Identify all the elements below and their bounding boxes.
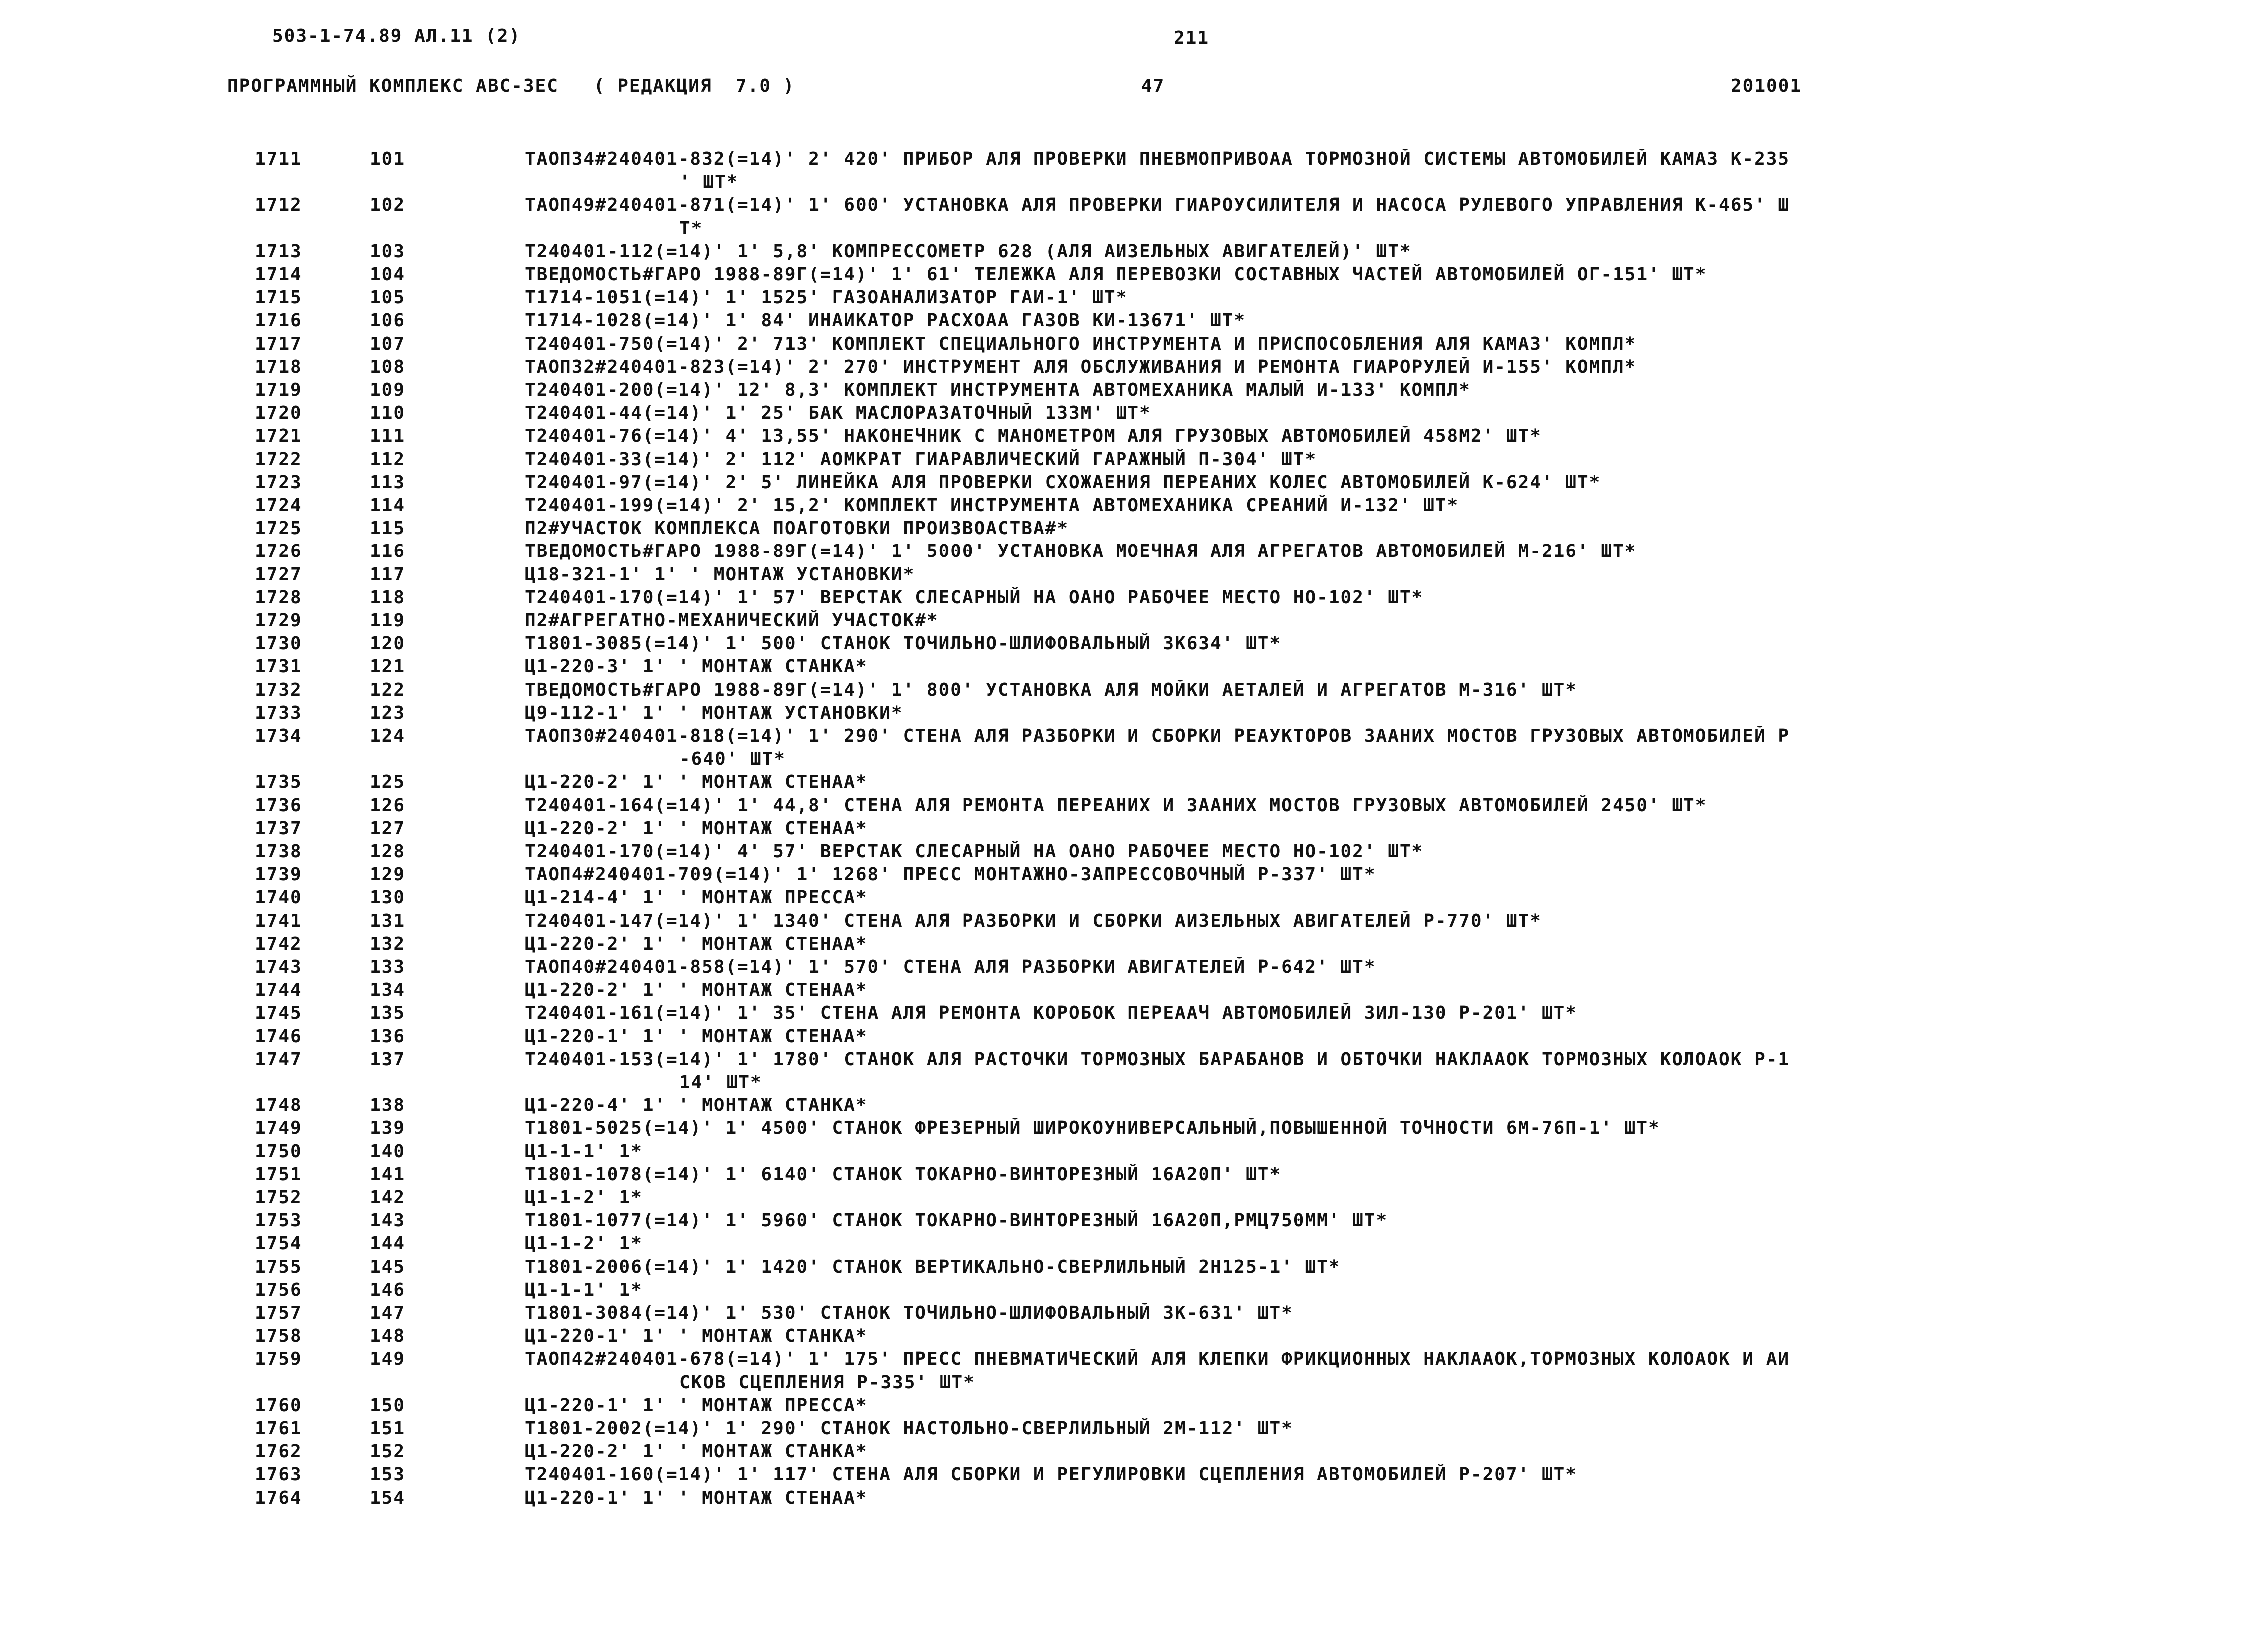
item-text: ТАОП4#240401-709(=14)' 1' 1268' ПРЕСС МОНТАЖНО-ЗАПРЕССОВОЧНЫЙ Р-337' ШТ* (525, 864, 1376, 885)
line-number: 1750 (255, 1141, 302, 1162)
line-number: 1760 (255, 1395, 302, 1416)
line-number: 1749 (255, 1118, 302, 1138)
line-number: 1747 (255, 1049, 302, 1070)
table-row (0, 472, 2242, 495)
line-number: 1718 (255, 357, 302, 377)
item-number: 133 (370, 957, 406, 977)
line-number: 1762 (255, 1441, 302, 1462)
item-text: Т1801-1078(=14)' 1' 6140' СТАНОК ТОКАРНО-ВИНТОРЕЗНЫЙ 16А20П' ШТ* (525, 1164, 1282, 1185)
item-number: 152 (370, 1441, 406, 1462)
item-number: 131 (370, 911, 406, 931)
item-number: 136 (370, 1026, 406, 1047)
table-row (0, 911, 2242, 934)
item-text: ТВЕДОМОСТЬ#ГАРО 1988-89Г(=14)' 1' 61' ТЕЛЕЖКА АЛЯ ПЕРЕВОЗКИ СОСТАВНЫХ ЧАСТЕЙ АВТОМОБИЛЕЙ ОГ-151' ШТ* (525, 264, 1707, 285)
item-number: 138 (370, 1095, 406, 1115)
item-number: 122 (370, 680, 406, 700)
table-row (0, 818, 2242, 841)
item-number: 147 (370, 1303, 406, 1323)
table-row (0, 1049, 2242, 1072)
item-text: П2#УЧАСТОК КОМПЛЕКСА ПОАГОТОВКИ ПРОИЗВОАСТВА#* (525, 518, 1069, 539)
table-row (0, 1141, 2242, 1164)
line-number: 1748 (255, 1095, 302, 1115)
item-number: 116 (370, 541, 406, 561)
line-number: 1757 (255, 1303, 302, 1323)
table-row (0, 633, 2242, 656)
item-text: Ц1-1-1' 1* (525, 1280, 643, 1300)
table-row (0, 518, 2242, 541)
item-number: 103 (370, 241, 406, 262)
item-text: Ц1-220-2' 1' ' МОНТАЖ СТЕНАА* (525, 818, 868, 839)
item-text: Т240401-170(=14)' 4' 57' ВЕРСТАК СЛЕСАРНЫЙ НА ОАНО РАБОЧЕЕ МЕСТО НО-102' ШТ* (525, 841, 1424, 862)
item-text: ТАОП49#240401-871(=14)' 1' 600' УСТАНОВКА АЛЯ ПРОВЕРКИ ГИАРОУСИЛИТЕЛЯ И НАСОСА РУЛЕВОГО УПРАВЛЕНИЯ К-465' Ш (525, 195, 1790, 215)
item-text: П2#АГРЕГАТНО-МЕХАНИЧЕСКИЙ УЧАСТОК#* (525, 610, 939, 631)
table-row (0, 1118, 2242, 1141)
item-number: 144 (370, 1233, 406, 1254)
item-text: Ц1-220-2' 1' ' МОНТАЖ СТЕНАА* (525, 772, 868, 792)
line-number: 1737 (255, 818, 302, 839)
table-row (0, 357, 2242, 380)
item-text-continuation: ' ШТ* (679, 172, 739, 192)
item-text: Т240401-750(=14)' 2' 713' КОМПЛЕКТ СПЕЦИАЛЬНОГО ИНСТРУМЕНТА И ПРИСПОСОБЛЕНИЯ АЛЯ КАМАЗ' КОМПЛ* (525, 334, 1637, 354)
line-number: 1744 (255, 980, 302, 1000)
line-number: 1726 (255, 541, 302, 561)
item-text: Т240401-164(=14)' 1' 44,8' СТЕНА АЛЯ РЕМОНТА ПЕРЕАНИХ И ЗААНИХ МОСТОВ ГРУЗОВЫХ АВТОМОБИЛЕЙ 2450' ШТ* (525, 795, 1707, 816)
item-text: Т1801-2006(=14)' 1' 1420' СТАНОК ВЕРТИКАЛЬНО-СВЕРЛИЛЬНЫЙ 2Н125-1' ШТ* (525, 1257, 1341, 1277)
table-row (0, 864, 2242, 887)
item-number: 123 (370, 703, 406, 723)
item-number: 142 (370, 1187, 406, 1208)
item-number: 108 (370, 357, 406, 377)
table-row (0, 610, 2242, 633)
table-row (0, 1326, 2242, 1349)
table-row-continuation (0, 1372, 2242, 1395)
item-text: ТВЕДОМОСТЬ#ГАРО 1988-89Г(=14)' 1' 800' УСТАНОВКА АЛЯ МОЙКИ АЕТАЛЕЙ И АГРЕГАТОВ М-316' ШТ* (525, 680, 1577, 700)
table-row (0, 703, 2242, 726)
item-text: Т240401-97(=14)' 2' 5' ЛИНЕЙКА АЛЯ ПРОВЕРКИ СХОЖАЕНИЯ ПЕРЕАНИХ КОЛЕС АВТОМОБИЛЕЙ К-624' ШТ* (525, 472, 1601, 493)
table-row (0, 380, 2242, 403)
table-row (0, 887, 2242, 910)
item-number: 143 (370, 1210, 406, 1231)
table-row (0, 1303, 2242, 1326)
line-number: 1738 (255, 841, 302, 862)
table-row-continuation (0, 1072, 2242, 1095)
item-text: Ц1-220-2' 1' ' МОНТАЖ СТАНКА* (525, 1441, 868, 1462)
table-row (0, 1280, 2242, 1303)
line-number: 1725 (255, 518, 302, 539)
table-row (0, 1233, 2242, 1256)
table-row (0, 1026, 2242, 1049)
line-number: 1713 (255, 241, 302, 262)
line-number: 1719 (255, 380, 302, 400)
line-number: 1753 (255, 1210, 302, 1231)
table-row (0, 587, 2242, 610)
item-number: 109 (370, 380, 406, 400)
table-row (0, 403, 2242, 426)
item-text: Ц1-1-1' 1* (525, 1141, 643, 1162)
report-code: 201001 (1731, 76, 1802, 96)
line-number: 1741 (255, 911, 302, 931)
line-number: 1724 (255, 495, 302, 516)
item-number: 137 (370, 1049, 406, 1070)
item-text: Т240401-200(=14)' 12' 8,3' КОМПЛЕКТ ИНСТРУМЕНТА АВТОМЕХАНИКА МАЛЫЙ И-133' КОМПЛ* (525, 380, 1471, 400)
item-text: Т240401-170(=14)' 1' 57' ВЕРСТАК СЛЕСАРНЫЙ НА ОАНО РАБОЧЕЕ МЕСТО НО-102' ШТ* (525, 587, 1424, 608)
item-number: 128 (370, 841, 406, 862)
item-text: Т240401-44(=14)' 1' 25' БАК МАСЛОРАЗАТОЧНЫЙ 133М' ШТ* (525, 403, 1151, 423)
item-number: 101 (370, 149, 406, 169)
line-number: 1752 (255, 1187, 302, 1208)
item-number: 124 (370, 726, 406, 746)
item-number: 139 (370, 1118, 406, 1138)
line-number: 1723 (255, 472, 302, 493)
item-text: ТВЕДОМОСТЬ#ГАРО 1988-89Г(=14)' 1' 5000' УСТАНОВКА МОЕЧНАЯ АЛЯ АГРЕГАТОВ АВТОМОБИЛЕЙ М-216' ШТ* (525, 541, 1637, 561)
item-number: 118 (370, 587, 406, 608)
line-number: 1735 (255, 772, 302, 792)
item-number: 154 (370, 1488, 406, 1508)
table-row (0, 449, 2242, 472)
item-text: Ц1-220-4' 1' ' МОНТАЖ СТАНКА* (525, 1095, 868, 1115)
item-number: 113 (370, 472, 406, 493)
item-text: Ц1-220-1' 1' ' МОНТАЖ СТАНКА* (525, 1326, 868, 1346)
line-number: 1732 (255, 680, 302, 700)
item-text-continuation: 14' ШТ* (679, 1072, 762, 1093)
item-text-continuation: -640' ШТ* (679, 749, 786, 769)
item-text: Т1714-1051(=14)' 1' 1525' ГАЗОАНАЛИЗАТОР ГАИ-1' ШТ* (525, 287, 1128, 308)
item-text: Т1801-3084(=14)' 1' 530' СТАНОК ТОЧИЛЬНО-ШЛИФОВАЛЬНЫЙ 3К-631' ШТ* (525, 1303, 1293, 1323)
item-text: Т240401-199(=14)' 2' 15,2' КОМПЛЕКТ ИНСТРУМЕНТА АВТОМЕХАНИКА СРЕАНИЙ И-132' ШТ* (525, 495, 1459, 516)
item-text: Ц1-220-2' 1' ' МОНТАЖ СТЕНАА* (525, 934, 868, 954)
item-number: 104 (370, 264, 406, 285)
item-text-continuation: Т* (679, 218, 703, 239)
table-row (0, 264, 2242, 287)
item-text-continuation: СКОВ СЦЕПЛЕНИЯ Р-335' ШТ* (679, 1372, 975, 1393)
line-number: 1736 (255, 795, 302, 816)
item-text: Ц1-220-1' 1' ' МОНТАЖ СТЕНАА* (525, 1488, 868, 1508)
item-number: 134 (370, 980, 406, 1000)
table-row (0, 1464, 2242, 1487)
item-text: Т1801-1077(=14)' 1' 5960' СТАНОК ТОКАРНО-ВИНТОРЕЗНЫЙ 16А20П,РМЦ750ММ' ШТ* (525, 1210, 1388, 1231)
line-number: 1745 (255, 1003, 302, 1023)
item-text: Ц9-112-1' 1' ' МОНТАЖ УСТАНОВКИ* (525, 703, 903, 723)
item-number: 106 (370, 310, 406, 331)
line-number: 1714 (255, 264, 302, 285)
item-number: 121 (370, 656, 406, 677)
line-number: 1740 (255, 887, 302, 908)
item-number: 125 (370, 772, 406, 792)
table-row (0, 241, 2242, 264)
table-row (0, 564, 2242, 587)
item-text: Ц1-220-2' 1' ' МОНТАЖ СТЕНАА* (525, 980, 868, 1000)
line-number: 1751 (255, 1164, 302, 1185)
table-row (0, 934, 2242, 957)
item-text: Т240401-160(=14)' 1' 117' СТЕНА АЛЯ СБОРКИ И РЕГУЛИРОВКИ СЦЕПЛЕНИЯ АВТОМОБИЛЕЙ Р-207' ШТ* (525, 1464, 1577, 1485)
item-number: 145 (370, 1257, 406, 1277)
item-text: ТАОП42#240401-678(=14)' 1' 175' ПРЕСС ПНЕВМАТИЧЕСКИЙ АЛЯ КЛЕПКИ ФРИКЦИОННЫХ НАКЛААОК,ТОРМОЗНЫХ КОЛОАОК И АИ (525, 1349, 1790, 1369)
table-row (0, 957, 2242, 980)
item-number: 151 (370, 1418, 406, 1439)
table-row-continuation (0, 172, 2242, 195)
line-number: 1716 (255, 310, 302, 331)
line-number: 1743 (255, 957, 302, 977)
program-title: ПРОГРАММНЫЙ КОМПЛЕКС АВС-3ЕС ( РЕДАКЦИЯ 7.0 ) (227, 76, 795, 96)
line-number: 1727 (255, 564, 302, 585)
line-number: 1720 (255, 403, 302, 423)
item-text: Т1801-5025(=14)' 1' 4500' СТАНОК ФРЕЗЕРНЫЙ ШИРОКОУНИВЕРСАЛЬНЫЙ,ПОВЫШЕННОЙ ТОЧНОСТИ 6М-76П-1' ШТ* (525, 1118, 1660, 1138)
table-row (0, 1003, 2242, 1026)
line-number: 1711 (255, 149, 302, 169)
item-text: Т1714-1028(=14)' 1' 84' ИНАИКАТОР РАСХОАА ГАЗОВ КИ-13671' ШТ* (525, 310, 1246, 331)
table-row (0, 1164, 2242, 1187)
table-row (0, 841, 2242, 864)
table-row (0, 1095, 2242, 1118)
item-number: 135 (370, 1003, 406, 1023)
item-text: Ц1-1-2' 1* (525, 1187, 643, 1208)
item-number: 149 (370, 1349, 406, 1369)
line-number: 1715 (255, 287, 302, 308)
table-row (0, 495, 2242, 518)
line-number: 1763 (255, 1464, 302, 1485)
table-row (0, 1441, 2242, 1464)
item-text: ТАОП30#240401-818(=14)' 1' 290' СТЕНА АЛЯ РАЗБОРКИ И СБОРКИ РЕАУКТОРОВ ЗААНИХ МОСТОВ ГРУЗОВЫХ АВТОМОБИЛЕЙ Р (525, 726, 1790, 746)
line-number: 1730 (255, 633, 302, 654)
item-number: 119 (370, 610, 406, 631)
item-text: Ц1-214-4' 1' ' МОНТАЖ ПРЕССА* (525, 887, 868, 908)
table-row (0, 1395, 2242, 1418)
item-text: Ц18-321-1' 1' ' МОНТАЖ УСТАНОВКИ* (525, 564, 915, 585)
item-text: Т240401-33(=14)' 2' 112' АОМКРАТ ГИАРАВЛИЧЕСКИЙ ГАРАЖНЫЙ П-304' ШТ* (525, 449, 1317, 470)
line-number: 1761 (255, 1418, 302, 1439)
item-number: 115 (370, 518, 406, 539)
table-row (0, 772, 2242, 795)
item-text: ТАОП40#240401-858(=14)' 1' 570' СТЕНА АЛЯ РАЗБОРКИ АВИГАТЕЛЕЙ Р-642' ШТ* (525, 957, 1376, 977)
line-number: 1734 (255, 726, 302, 746)
table-row (0, 656, 2242, 679)
item-text: ТАОП32#240401-823(=14)' 2' 270' ИНСТРУМЕНТ АЛЯ ОБСЛУЖИВАНИЯ И РЕМОНТА ГИАРОРУЛЕЙ И-155' КОМПЛ* (525, 357, 1637, 377)
table-row (0, 195, 2242, 218)
item-number: 130 (370, 887, 406, 908)
item-text: Ц1-1-2' 1* (525, 1233, 643, 1254)
table-row (0, 1418, 2242, 1441)
table-row (0, 795, 2242, 818)
item-number: 126 (370, 795, 406, 816)
item-text: Т240401-161(=14)' 1' 35' СТЕНА АЛЯ РЕМОНТА КОРОБОК ПЕРЕААЧ АВТОМОБИЛЕЙ ЗИЛ-130 Р-201' ШТ* (525, 1003, 1577, 1023)
item-text: Ц1-220-1' 1' ' МОНТАЖ ПРЕССА* (525, 1395, 868, 1416)
line-number: 1764 (255, 1488, 302, 1508)
line-number: 1746 (255, 1026, 302, 1047)
item-text: Ц1-220-1' 1' ' МОНТАЖ СТЕНАА* (525, 1026, 868, 1047)
item-number: 127 (370, 818, 406, 839)
item-number: 146 (370, 1280, 406, 1300)
item-text: ТАОП34#240401-832(=14)' 2' 420' ПРИБОР АЛЯ ПРОВЕРКИ ПНЕВМОПРИВОАА ТОРМОЗНОЙ СИСТЕМЫ АВТОМОБИЛЕЙ КАМАЗ К-235 (525, 149, 1790, 169)
item-number: 120 (370, 633, 406, 654)
page-number: 211 (1174, 28, 1210, 48)
table-row (0, 1210, 2242, 1233)
item-number: 114 (370, 495, 406, 516)
table-row (0, 1488, 2242, 1511)
item-number: 117 (370, 564, 406, 585)
item-number: 111 (370, 426, 406, 446)
item-number: 129 (370, 864, 406, 885)
line-number: 1754 (255, 1233, 302, 1254)
item-number: 112 (370, 449, 406, 470)
line-number: 1712 (255, 195, 302, 215)
line-number: 1733 (255, 703, 302, 723)
table-row (0, 334, 2242, 357)
line-number: 1731 (255, 656, 302, 677)
table-row (0, 1187, 2242, 1210)
table-row (0, 726, 2242, 749)
item-text: Т240401-112(=14)' 1' 5,8' КОМПРЕССОМЕТР 628 (АЛЯ АИЗЕЛЬНЫХ АВИГАТЕЛЕЙ)' ШТ* (525, 241, 1412, 262)
table-row-continuation (0, 749, 2242, 772)
item-text: Т1801-3085(=14)' 1' 500' СТАНОК ТОЧИЛЬНО-ШЛИФОВАЛЬНЫЙ 3К634' ШТ* (525, 633, 1282, 654)
line-number: 1721 (255, 426, 302, 446)
item-number: 150 (370, 1395, 406, 1416)
line-number: 1755 (255, 1257, 302, 1277)
item-number: 110 (370, 403, 406, 423)
table-row (0, 287, 2242, 310)
item-number: 141 (370, 1164, 406, 1185)
table-row (0, 1349, 2242, 1372)
line-number: 1756 (255, 1280, 302, 1300)
item-text: Т240401-153(=14)' 1' 1780' СТАНОК АЛЯ РАСТОЧКИ ТОРМОЗНЫХ БАРАБАНОВ И ОБТОЧКИ НАКЛААОК ТОРМОЗНЫХ КОЛОАОК Р-1 (525, 1049, 1790, 1070)
line-number: 1717 (255, 334, 302, 354)
item-text: Т240401-147(=14)' 1' 1340' СТЕНА АЛЯ РАЗБОРКИ И СБОРКИ АИЗЕЛЬНЫХ АВИГАТЕЛЕЙ Р-770' ШТ* (525, 911, 1542, 931)
item-number: 132 (370, 934, 406, 954)
item-number: 153 (370, 1464, 406, 1485)
item-number: 140 (370, 1141, 406, 1162)
document-code: 503-1-74.89 АЛ.11 (2) (272, 26, 521, 46)
line-number: 1729 (255, 610, 302, 631)
item-number: 105 (370, 287, 406, 308)
line-number: 1759 (255, 1349, 302, 1369)
table-row (0, 541, 2242, 564)
line-number: 1739 (255, 864, 302, 885)
item-text: Ц1-220-3' 1' ' МОНТАЖ СТАНКА* (525, 656, 868, 677)
line-number: 1758 (255, 1326, 302, 1346)
table-row (0, 680, 2242, 703)
table-row-continuation (0, 218, 2242, 241)
table-row (0, 426, 2242, 449)
line-number: 1742 (255, 934, 302, 954)
item-number: 148 (370, 1326, 406, 1346)
item-number: 102 (370, 195, 406, 215)
item-number: 107 (370, 334, 406, 354)
item-text: Т1801-2002(=14)' 1' 290' СТАНОК НАСТОЛЬНО-СВЕРЛИЛЬНЫЙ 2М-112' ШТ* (525, 1418, 1293, 1439)
table-row (0, 149, 2242, 172)
sheet-number: 47 (1141, 76, 1165, 96)
line-number: 1722 (255, 449, 302, 470)
table-row (0, 1257, 2242, 1280)
table-row (0, 980, 2242, 1003)
line-number: 1728 (255, 587, 302, 608)
item-text: Т240401-76(=14)' 4' 13,55' НАКОНЕЧНИК С МАНОМЕТРОМ АЛЯ ГРУЗОВЫХ АВТОМОБИЛЕЙ 458М2' ШТ* (525, 426, 1542, 446)
table-row (0, 310, 2242, 333)
